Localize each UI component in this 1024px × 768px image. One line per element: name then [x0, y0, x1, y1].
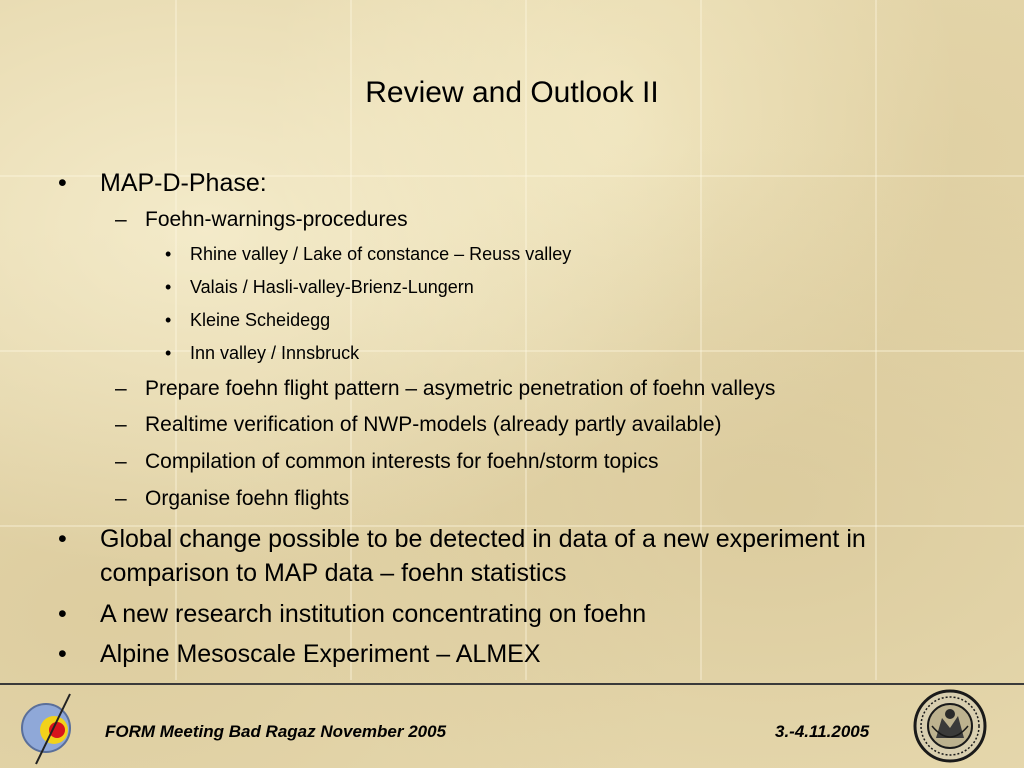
dash-marker: –: [115, 487, 127, 510]
sub-bullet-text: Foehn-warnings-procedures: [145, 208, 408, 231]
bullet-item: [58, 166, 958, 200]
bullet-marker: •: [58, 169, 67, 197]
footer-date-text: 3.-4.11.2005: [775, 722, 870, 741]
sub-bullet-text: Realtime verification of NWP-models (already partly available): [145, 413, 722, 436]
bullet-text: A new research institution concentrating on foehn: [100, 600, 647, 628]
bullet-marker: •: [165, 343, 172, 363]
sub-bullet-text: Prepare foehn flight pattern – asymetric penetration of foehn valleys: [145, 377, 776, 400]
sub-sub-bullet-text: Inn valley / Innsbruck: [190, 343, 360, 363]
bullet-marker: •: [58, 525, 67, 553]
dash-marker: –: [115, 450, 127, 473]
sub-sub-bullet-item: [165, 308, 330, 332]
sub-bullet-text: Organise foehn flights: [145, 487, 350, 510]
university-seal-icon: [912, 688, 988, 764]
background-seam: [0, 350, 1024, 352]
sub-bullet-item: [115, 411, 722, 439]
sub-sub-bullet-text: Valais / Hasli-valley-Brienz-Lungern: [190, 277, 474, 297]
dash-marker: –: [115, 413, 127, 436]
footer-meeting-text: FORM Meeting Bad Ragaz November 2005: [105, 722, 447, 741]
bullet-item: [58, 637, 958, 671]
sub-bullet-item: [115, 485, 349, 513]
bullet-marker: •: [165, 244, 172, 264]
bullet-marker: •: [165, 277, 172, 297]
bullet-marker: •: [58, 600, 67, 628]
sub-bullet-item: [115, 448, 659, 476]
bullet-item: [58, 522, 958, 590]
bullet-item: [58, 597, 958, 631]
sub-sub-bullet-item: [165, 242, 571, 266]
slide-title: Review and Outlook II: [365, 76, 659, 109]
bullet-text: MAP-D-Phase:: [100, 169, 267, 197]
bullet-text: Global change possible to be detected in data of a new experiment in comparison to MAP data – foehn statistics: [100, 525, 866, 587]
bullet-marker: •: [165, 310, 172, 330]
sub-sub-bullet-item: [165, 341, 359, 365]
bullet-text: Alpine Mesoscale Experiment – ALMEX: [100, 640, 541, 668]
sub-bullet-text: Compilation of common interests for foehn/storm topics: [145, 450, 659, 473]
sub-sub-bullet-text: Rhine valley / Lake of constance – Reuss valley: [190, 244, 572, 264]
bullet-marker: •: [58, 640, 67, 668]
form-logo-icon: [14, 690, 84, 766]
sub-sub-bullet-item: [165, 275, 474, 299]
dash-marker: –: [115, 208, 127, 231]
dash-marker: –: [115, 377, 127, 400]
footer-divider: [0, 683, 1024, 685]
sub-bullet-item: [115, 375, 775, 403]
sub-bullet-item: [115, 206, 408, 234]
sub-sub-bullet-text: Kleine Scheidegg: [190, 310, 331, 330]
